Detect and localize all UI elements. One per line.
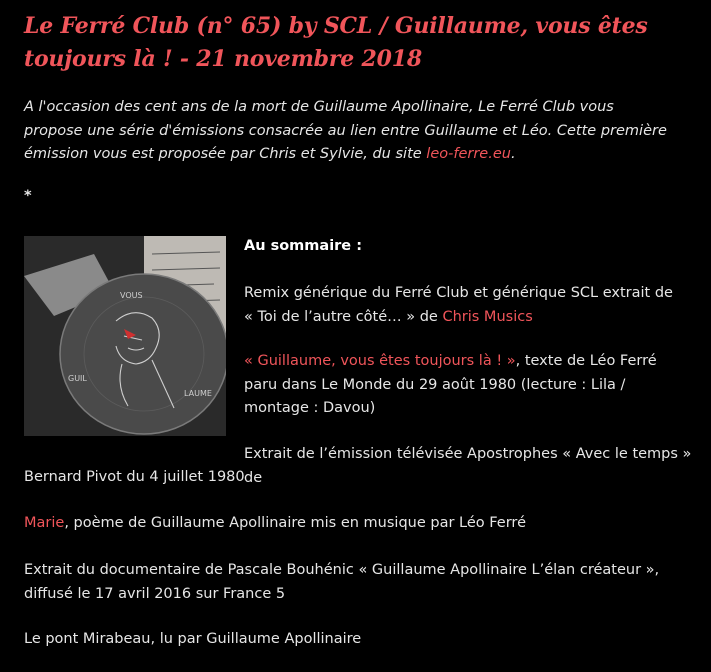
separator: * [24, 188, 32, 204]
item4-text: , poème de Guillaume Apollinaire mis en musique par Léo Ferré [64, 515, 526, 531]
post-intro [24, 96, 674, 167]
summary-item-apostrophes-line2: Bernard Pivot du 4 juillet 1980 [24, 469, 245, 485]
chris-musics-link[interactable]: Chris Musics [442, 308, 533, 325]
summary-item-apostrophes-line1: Extrait de l’émission télévisée Apostrophes « Avec le temps » de [244, 446, 692, 486]
item1-text: Remix générique du Ferré Club et générique SCL extrait de « Toi de l’autre côté… » de [244, 285, 673, 325]
summary-item-pont-mirabeau: Le pont Mirabeau, lu par Guillaume Apollinaire [24, 631, 362, 647]
svg-text:VOUS: VOUS [120, 291, 143, 300]
svg-text:LAUME: LAUME [184, 389, 212, 398]
record-sketch-illustration [24, 236, 226, 436]
summary-item-documentaire: Extrait du documentaire de Pascale Bouhénic « Guillaume Apollinaire L’élan créateur », diffusé le 17 avril 2016 sur France 5 [24, 562, 660, 602]
intro-text: A l'occasion des cent ans de la mort de Guillaume Apollinaire, Le Ferré Club vous propose une série d'émissions consacrée au lien entre Guillaume et Léo. Cette première émission vous est proposée par Chris et Sylvie, du site [24, 99, 667, 162]
intro-end: . [510, 146, 516, 162]
marie-link[interactable]: Marie [24, 515, 65, 531]
summary-item-remix [244, 282, 684, 329]
post-title: Le Ferré Club (n° 65) by SCL / Guillaume, vous êtes toujours là ! - 21 novembre 2018 [24, 13, 648, 72]
item2-text: , texte de Léo Ferré paru dans Le Monde du 29 août 1980 (lecture : Lila / montage : Davou) [244, 353, 657, 416]
post-image[interactable] [24, 236, 226, 436]
summary-item-guillaume [244, 350, 684, 421]
leo-ferre-link[interactable]: leo-ferre.eu [426, 146, 511, 162]
summary-item-marie [24, 512, 694, 536]
svg-text:GUIL: GUIL [68, 374, 87, 383]
summary-heading: Au sommaire : [244, 238, 362, 254]
guillaume-text-link[interactable]: « Guillaume, vous êtes toujours là ! » [244, 353, 516, 369]
